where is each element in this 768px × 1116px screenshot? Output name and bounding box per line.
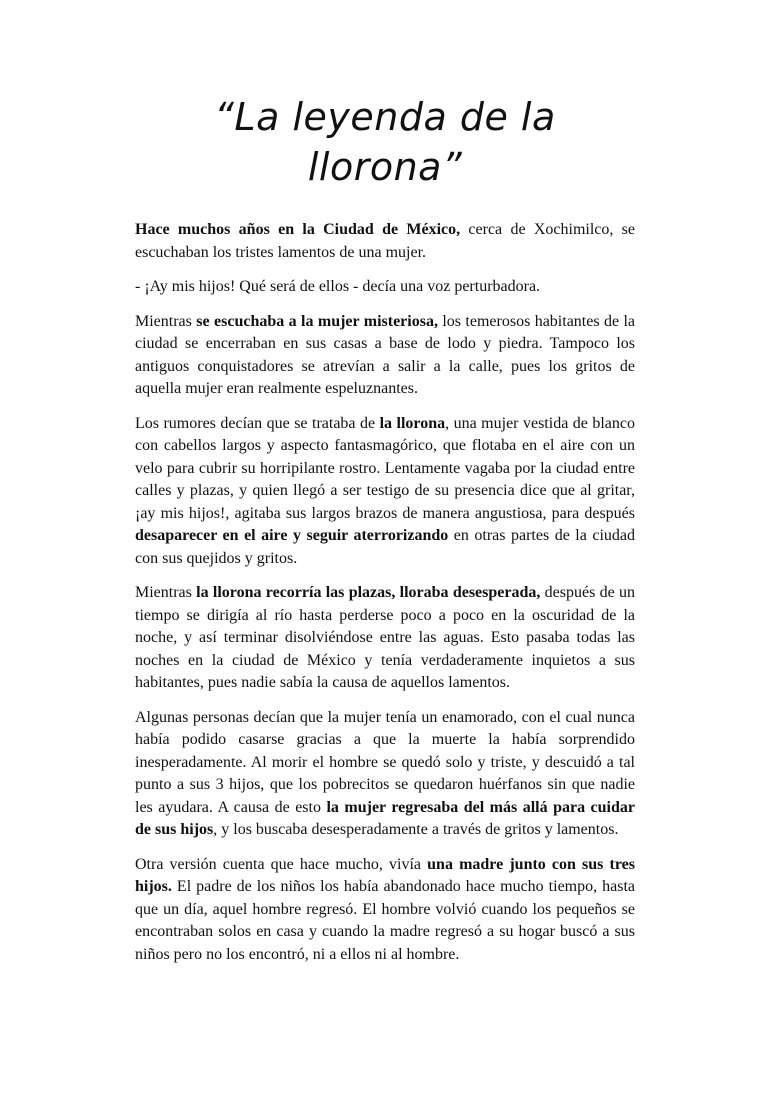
text-run: , y los buscaba desesperadamente a través de gritos y lamentos. <box>213 821 619 838</box>
text-run: , una mujer vestida de blanco con cabellos largos y aspecto fantasmagórico, que flotaba en el aire con un velo para cubrir su horripilante rostro. Lentamente vagaba por la ciudad entre calles y plazas, y quien llegó a ser testigo de su presencia dice que al gritar, ¡ay mis hijos!, agitaba sus largos brazos de manera angustiosa, para después <box>135 414 636 522</box>
text-run: cerca de Xochimilco, se escuchaban los tristes lamentos de una mujer. <box>135 221 635 261</box>
paragraph-5 <box>135 582 635 695</box>
bold-text: la llorona <box>379 414 446 432</box>
bold-text: Hace muchos años en la Ciudad de México, <box>135 221 461 238</box>
text-run: después de un tiempo se dirigía al río hasta perderse poco a poco en la oscuridad de la noche, y así terminar disolviéndose entre las aguas. Esto pasaba todas las noches en la ciudad de México y tenía verdaderamente inquietos a sus habitantes, pues nadie sabía la causa de aquellos lamentos. <box>135 584 636 691</box>
text-run: Otra versión cuenta que hace mucho, vivía <box>135 855 428 873</box>
bold-text: la llorona recorría las plazas, lloraba desesperada, <box>196 584 541 601</box>
text-run: Algunas personas decían que la mujer tenía un enamorado, con el cual nunca había podido casarse gracias a que la muerte la había sorprendido inesperadamente. Al morir el hombre se quedó solo y triste, y descuidó a tal punto a sus 3 hijos, que los pobrecitos se quedaron huérfanos sin que nadie les ayudara. A causa de esto <box>135 708 635 816</box>
bold-text: desaparecer en el aire y seguir aterrorizando <box>135 527 449 544</box>
document-body <box>135 219 635 966</box>
text-run: El padre de los niños los había abandonado hace mucho tiempo, hasta que un día, aquel hombre regresó. El hombre volvió cuando los pequeños se encontraban solos en casa y cuando la madre regresó a su hogar buscó a sus niños pero no los encontró, ni a ellos ni al hombre. <box>135 878 635 963</box>
text-run: los temerosos habitantes de la ciudad se encerraban en sus casas a base de lodo y piedra. Tampoco los antiguos conquistadores se atrevían a salir a la calle, pues los gritos de aquella mujer eran realmente espeluznantes. <box>135 312 636 397</box>
bold-text: una madre junto con sus tres hijos. <box>135 855 635 895</box>
bold-text: se escuchaba a la mujer misteriosa, <box>196 312 438 330</box>
text-run: en otras partes de la ciudad con sus quejidos y gritos. <box>135 527 636 567</box>
paragraph-3 <box>135 311 635 401</box>
paragraph-1 <box>135 219 635 264</box>
text-run: Mientras <box>135 312 197 330</box>
paragraph-7 <box>135 854 635 967</box>
page-title: “La leyenda de la llorona” <box>214 95 556 189</box>
paragraph-6 <box>135 707 635 842</box>
paragraph-4 <box>135 413 635 571</box>
text-run: Mientras <box>135 584 197 601</box>
text-run: Los rumores decían que se trataba de <box>135 414 380 432</box>
text-run: - ¡Ay mis hijos! Qué será de ellos - decía una voz perturbadora. <box>135 278 541 295</box>
document-page <box>0 92 768 1116</box>
paragraph-2 <box>135 276 635 299</box>
bold-text: la mujer regresaba del más allá para cuidar de sus hijos <box>135 798 636 838</box>
